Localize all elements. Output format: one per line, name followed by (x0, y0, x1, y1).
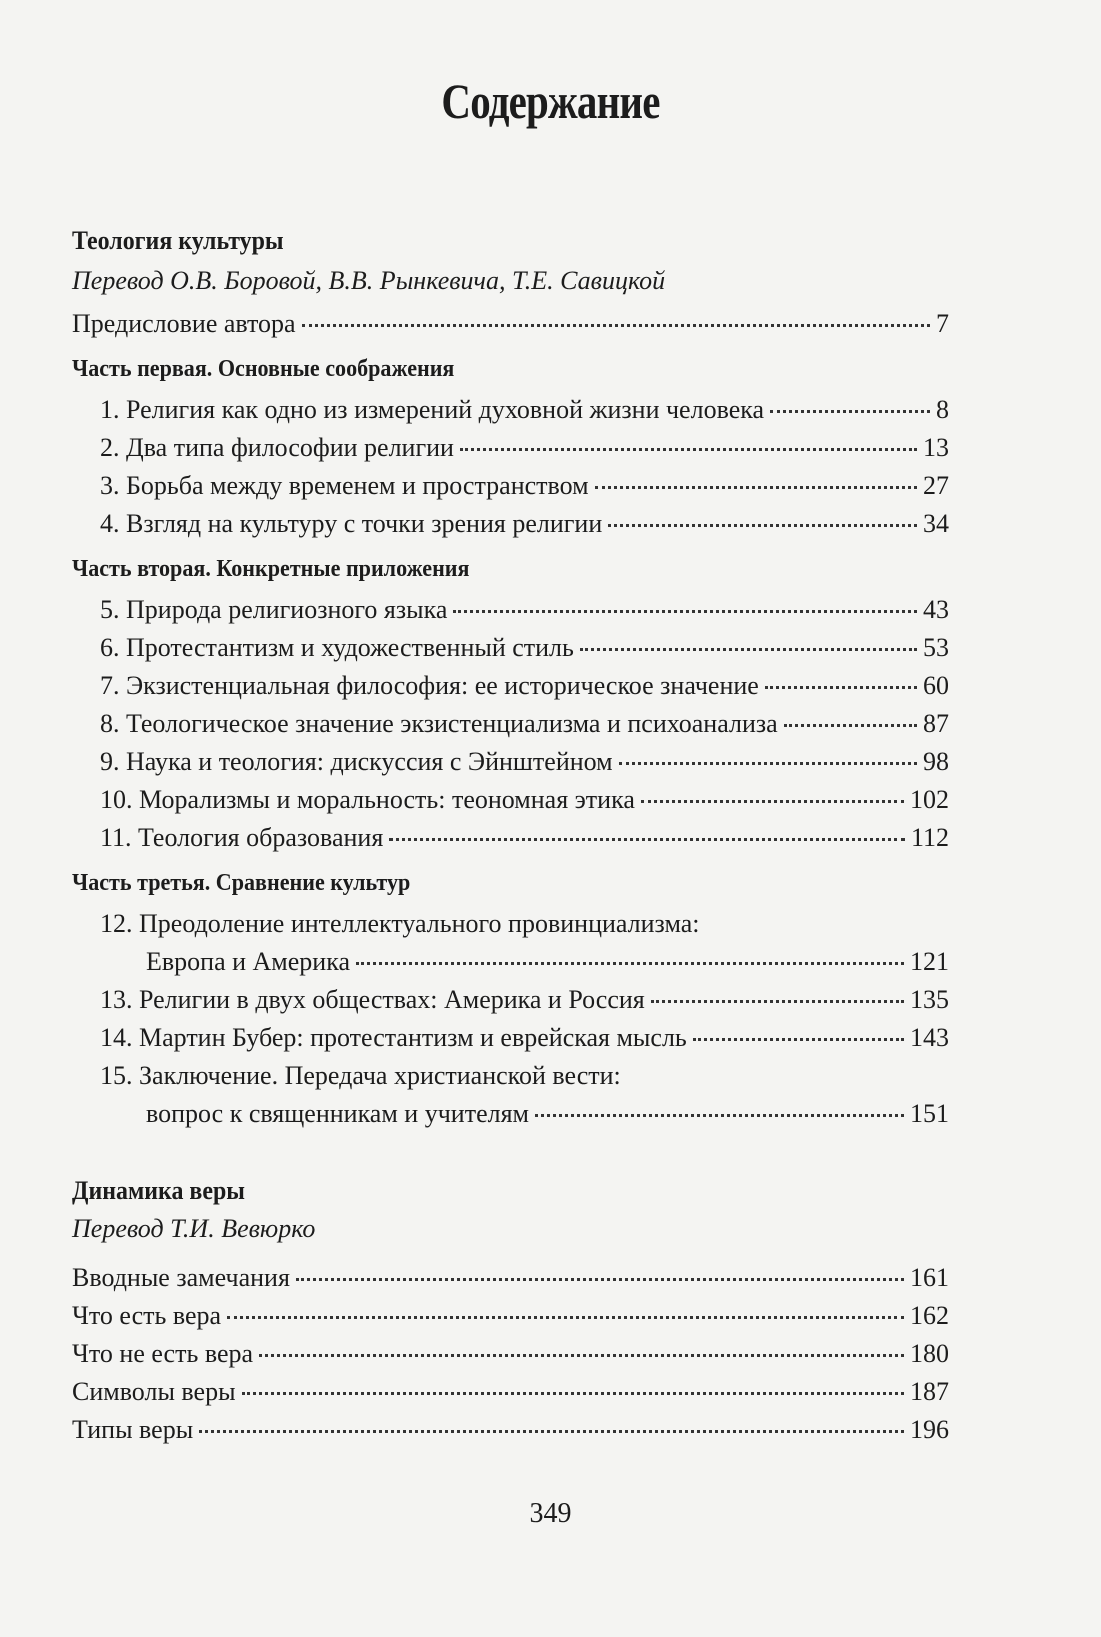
toc-entry[interactable] (72, 1262, 949, 1294)
toc-entry-page: 112 (910, 823, 949, 852)
dot-leader (693, 1038, 904, 1041)
dot-leader (641, 800, 904, 803)
section-title-theology-of-culture: Теология культуры (72, 226, 284, 255)
toc-entry[interactable] (100, 822, 949, 854)
toc-entry-label: 8. Теологическое значение экзистенциализма и психоанализа (100, 709, 778, 738)
toc-entry-label: 14. Мартин Бубер: протестантизм и еврейская мысль (100, 1023, 687, 1052)
toc-entry[interactable] (100, 594, 949, 626)
toc-entry[interactable] (146, 946, 949, 978)
toc-entry[interactable] (100, 984, 949, 1016)
toc-entry[interactable] (146, 1098, 949, 1130)
toc-entry-page: 13 (923, 433, 949, 462)
toc-entry-label: Типы веры (72, 1415, 194, 1444)
toc-entry-page: 121 (910, 947, 949, 976)
toc-entry-label: 2. Два типа философии религии (100, 433, 454, 462)
dot-leader (784, 724, 917, 727)
dot-leader (453, 610, 917, 613)
toc-entry-page: 8 (936, 395, 949, 424)
toc-entry-label: 3. Борьба между временем и пространством (100, 471, 589, 500)
dot-leader (460, 448, 917, 451)
toc-entry[interactable] (100, 470, 949, 502)
dot-leader (389, 838, 905, 841)
part-title: Часть первая. Основные соображения (72, 356, 455, 382)
toc-entry-label: Европа и Америка (146, 947, 350, 976)
dot-leader (651, 1000, 904, 1003)
toc-entry-label: Символы веры (72, 1377, 236, 1406)
toc-entry-page: 34 (923, 509, 949, 538)
toc-entry-page: 7 (936, 309, 949, 338)
toc-entry[interactable] (100, 670, 949, 702)
dot-leader (535, 1114, 904, 1117)
toc-entry-label: 13. Религии в двух обществах: Америка и Россия (100, 985, 645, 1014)
dot-leader (580, 648, 917, 651)
toc-entry-page: 102 (910, 785, 949, 814)
page-title: Содержание (441, 73, 660, 129)
toc-entry-label: Что есть вера (72, 1301, 222, 1330)
dot-leader (595, 486, 917, 489)
toc-entry-label: 1. Религия как одно из измерений духовной жизни человека (100, 395, 765, 424)
translator-credit: Перевод О.В. Боровой, В.В. Рынкевича, Т.Е. Савицкой (72, 266, 666, 295)
toc-entry[interactable] (100, 508, 949, 540)
toc-entry-label: Предисловие автора (72, 309, 296, 338)
dot-leader (227, 1316, 904, 1319)
toc-entry-page: 162 (910, 1301, 949, 1330)
translator-credit: Перевод Т.И. Вевюрко (72, 1214, 316, 1243)
dot-leader (242, 1392, 904, 1395)
toc-entry-label: 10. Морализмы и моральность: теономная этика (100, 785, 635, 814)
toc-entry[interactable] (72, 1414, 949, 1446)
dot-leader (259, 1354, 904, 1357)
dot-leader (619, 762, 917, 765)
toc-entry-page: 43 (923, 595, 949, 624)
page-number: 349 (529, 1498, 572, 1529)
toc-entry-page: 87 (923, 709, 949, 738)
toc-entry[interactable] (72, 1338, 949, 1370)
toc-entry-first-line: 15. Заключение. Передача христианской вести: (100, 1061, 621, 1090)
toc-entry[interactable] (100, 394, 949, 426)
dot-leader (296, 1278, 904, 1281)
toc-entry-label: Что не есть вера (72, 1339, 254, 1368)
toc-entry-page: 180 (910, 1339, 949, 1368)
part-title: Часть третья. Сравнение культур (72, 870, 411, 896)
toc-entry[interactable] (100, 1022, 949, 1054)
toc-entry[interactable] (100, 708, 949, 740)
toc-entry-page: 187 (910, 1377, 949, 1406)
toc-entry-label: 5. Природа религиозного языка (100, 595, 448, 624)
toc-entry-first-line: 12. Преодоление интеллектуального провинциализма: (100, 909, 700, 938)
part-title: Часть вторая. Конкретные приложения (72, 556, 470, 582)
toc-entry-label: 4. Взгляд на культуру с точки зрения религии (100, 509, 603, 538)
toc-entry-page: 196 (910, 1415, 949, 1444)
toc-entry-label: Вводные замечания (72, 1263, 290, 1292)
toc-entry[interactable] (72, 1376, 949, 1408)
toc-entry-page: 53 (923, 633, 949, 662)
dot-leader (765, 686, 917, 689)
dot-leader (770, 410, 930, 413)
toc-entry-label: 11. Теология образования (100, 823, 384, 852)
toc-entry-page: 151 (910, 1099, 949, 1128)
toc-entry[interactable] (100, 632, 949, 664)
toc-entry-page: 143 (910, 1023, 949, 1052)
dot-leader (199, 1430, 904, 1433)
toc-entry-label: вопрос к священникам и учителям (146, 1099, 529, 1128)
section-title-dynamics-of-faith: Динамика веры (72, 1176, 245, 1205)
toc-entry[interactable] (100, 746, 949, 778)
dot-leader (608, 524, 917, 527)
toc-entry-page: 135 (910, 985, 949, 1014)
toc-entry[interactable] (100, 432, 949, 464)
dot-leader (356, 962, 904, 965)
toc-entry-page: 60 (923, 671, 949, 700)
toc-entry-label: 6. Протестантизм и художественный стиль (100, 633, 574, 662)
toc-entry-label: 7. Экзистенциальная философия: ее историческое значение (100, 671, 759, 700)
toc-entry-label: 9. Наука и теология: дискуссия с Эйнштейном (100, 747, 613, 776)
toc-entry-page: 98 (923, 747, 949, 776)
toc-entry[interactable] (72, 308, 949, 340)
dot-leader (302, 324, 930, 327)
toc-entry-page: 161 (910, 1263, 949, 1292)
toc-entry-page: 27 (923, 471, 949, 500)
toc-entry[interactable] (72, 1300, 949, 1332)
toc-entry[interactable] (100, 784, 949, 816)
